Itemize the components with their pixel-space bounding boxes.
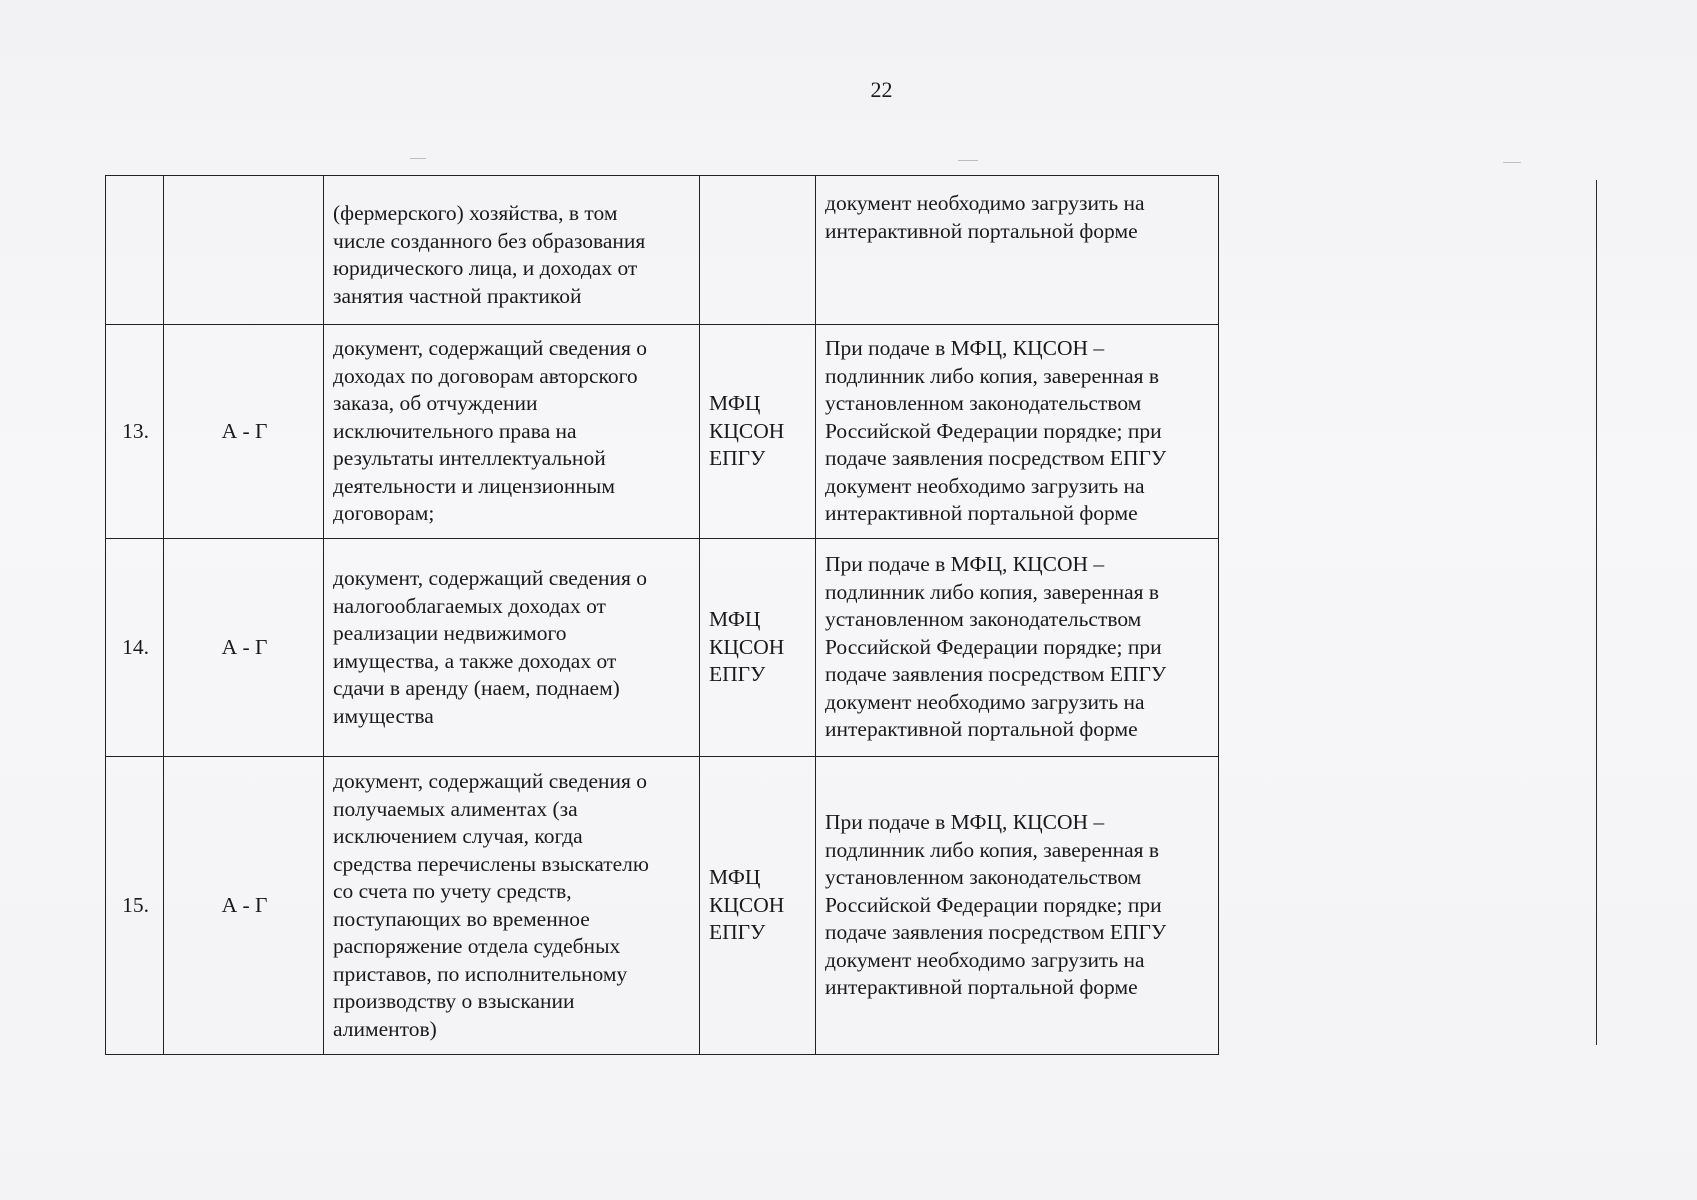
note-cell-line: документ необходимо загрузить на bbox=[825, 191, 1145, 215]
note-cell-line: интерактивной портальной форме bbox=[825, 218, 1138, 243]
description-cell-line: документ, содержащий сведения о bbox=[333, 566, 648, 590]
description-cell bbox=[324, 539, 700, 757]
description-cell-line: занятия частной практикой bbox=[333, 283, 582, 308]
description-cell-line: получаемых алиментах (за bbox=[333, 796, 578, 821]
note-cell-line: Российской Федерации порядке; при bbox=[825, 634, 1162, 659]
table-row bbox=[106, 757, 1219, 1055]
description-cell-line: деятельности и лицензионным bbox=[333, 473, 615, 498]
description-cell-line: алиментов) bbox=[333, 1016, 437, 1041]
note-cell bbox=[816, 176, 1219, 325]
row-number-cell bbox=[106, 176, 164, 325]
row-number-cell: 15. bbox=[106, 757, 164, 1055]
submission-place-cell-line: КЦСОН bbox=[709, 634, 785, 659]
documents-table bbox=[105, 175, 1219, 1055]
description-cell-line: реализации недвижимого bbox=[333, 621, 567, 645]
description-cell-line: имущества, а также доходах от bbox=[333, 648, 617, 673]
description-cell-line: документ, содержащий сведения о bbox=[333, 769, 648, 793]
description-cell-line: (фермерского) хозяйства, в том bbox=[333, 201, 618, 225]
description-cell-line: юридического лица, и доходах от bbox=[333, 256, 638, 280]
submission-place-cell-line: ЕПГУ bbox=[709, 446, 766, 471]
description-cell bbox=[324, 176, 700, 325]
description-cell-line: производству о взыскании bbox=[333, 989, 575, 1013]
margin-rule bbox=[1596, 180, 1597, 1045]
description-cell-line: средства перечислены взыскателю bbox=[333, 851, 649, 876]
note-cell-line: интерактивной портальной форме bbox=[825, 975, 1138, 1000]
note-cell bbox=[816, 539, 1219, 757]
description-cell-line: приставов, по исполнительному bbox=[333, 961, 628, 986]
note-cell-line: интерактивной портальной форме bbox=[825, 717, 1138, 742]
category-cell: А - Г bbox=[164, 539, 324, 757]
description-cell-line: сдачи в аренду (наем, поднаем) bbox=[333, 676, 620, 700]
note-cell-line: подлинник либо копия, заверенная в bbox=[825, 363, 1160, 388]
note-cell-line: документ необходимо загрузить на bbox=[825, 947, 1145, 972]
note-cell-line: установленном законодательством bbox=[825, 607, 1142, 632]
submission-place-cell-line: МФЦ bbox=[709, 391, 761, 416]
description-cell-line: имущества bbox=[333, 703, 434, 728]
submission-place-cell-line: МФЦ bbox=[709, 865, 761, 890]
submission-place-cell bbox=[700, 176, 816, 325]
note-cell-line: подаче заявления посредством ЕПГУ bbox=[825, 920, 1167, 945]
note-cell-line: установленном законодательством bbox=[825, 865, 1142, 890]
note-cell-line: подлинник либо копия, заверенная в bbox=[825, 579, 1160, 604]
description-cell-line: доходах по договорам авторского bbox=[333, 363, 638, 388]
submission-place-cell-line: КЦСОН bbox=[709, 892, 785, 917]
note-cell-line: подаче заявления посредством ЕПГУ bbox=[825, 662, 1167, 687]
row-number-cell: 14. bbox=[106, 539, 164, 757]
note-cell-line: Российской Федерации порядке; при bbox=[825, 892, 1162, 917]
table-body bbox=[106, 176, 1219, 1055]
description-cell-line: заказа, об отчуждении bbox=[333, 391, 538, 416]
description-cell-line: документ, содержащий сведения о bbox=[333, 336, 648, 361]
table-row bbox=[106, 325, 1219, 539]
submission-place-cell bbox=[700, 539, 816, 757]
submission-place-cell-line: МФЦ bbox=[709, 607, 761, 632]
table-row bbox=[106, 176, 1219, 325]
description-cell-line: поступающих во временное bbox=[333, 906, 590, 931]
note-cell bbox=[816, 325, 1219, 539]
page-number: 22 bbox=[870, 77, 893, 102]
note-cell-line: При подаче в МФЦ, КЦСОН – bbox=[825, 552, 1105, 577]
description-cell-line: результаты интеллектуальной bbox=[333, 446, 606, 471]
submission-place-cell-line: ЕПГУ bbox=[709, 662, 766, 687]
description-cell bbox=[324, 325, 700, 539]
category-cell: А - Г bbox=[164, 325, 324, 539]
description-cell-line: налогооблагаемых доходах от bbox=[333, 593, 606, 618]
description-cell-line: распоряжение отдела судебных bbox=[333, 934, 621, 958]
description-cell-line: исключительного права на bbox=[333, 418, 577, 443]
scan-mark bbox=[1503, 162, 1521, 163]
submission-place-cell bbox=[700, 757, 816, 1055]
note-cell bbox=[816, 757, 1219, 1055]
note-cell-line: документ необходимо загрузить на bbox=[825, 473, 1145, 498]
note-cell-line: интерактивной портальной форме bbox=[825, 501, 1138, 526]
description-cell-line: со счета по учету средств, bbox=[333, 879, 572, 903]
table-row bbox=[106, 539, 1219, 757]
description-cell-line: исключением случая, когда bbox=[333, 824, 583, 848]
note-cell-line: установленном законодательством bbox=[825, 391, 1142, 416]
scan-mark bbox=[410, 158, 426, 159]
description-cell-line: числе созданного без образования bbox=[333, 228, 646, 253]
note-cell-line: Российской Федерации порядке; при bbox=[825, 418, 1162, 443]
note-cell-line: При подаче в МФЦ, КЦСОН – bbox=[825, 810, 1105, 835]
note-cell-line: подаче заявления посредством ЕПГУ bbox=[825, 446, 1167, 471]
submission-place-cell-line: ЕПГУ bbox=[709, 920, 766, 945]
submission-place-cell-line: КЦСОН bbox=[709, 418, 785, 443]
row-number-cell: 13. bbox=[106, 325, 164, 539]
description-cell-line: договорам; bbox=[333, 501, 435, 526]
note-cell-line: подлинник либо копия, заверенная в bbox=[825, 837, 1160, 862]
note-cell-line: При подаче в МФЦ, КЦСОН – bbox=[825, 336, 1105, 361]
category-cell bbox=[164, 176, 324, 325]
description-cell bbox=[324, 757, 700, 1055]
submission-place-cell bbox=[700, 325, 816, 539]
scan-mark bbox=[958, 160, 978, 161]
category-cell: А - Г bbox=[164, 757, 324, 1055]
note-cell-line: документ необходимо загрузить на bbox=[825, 689, 1145, 714]
